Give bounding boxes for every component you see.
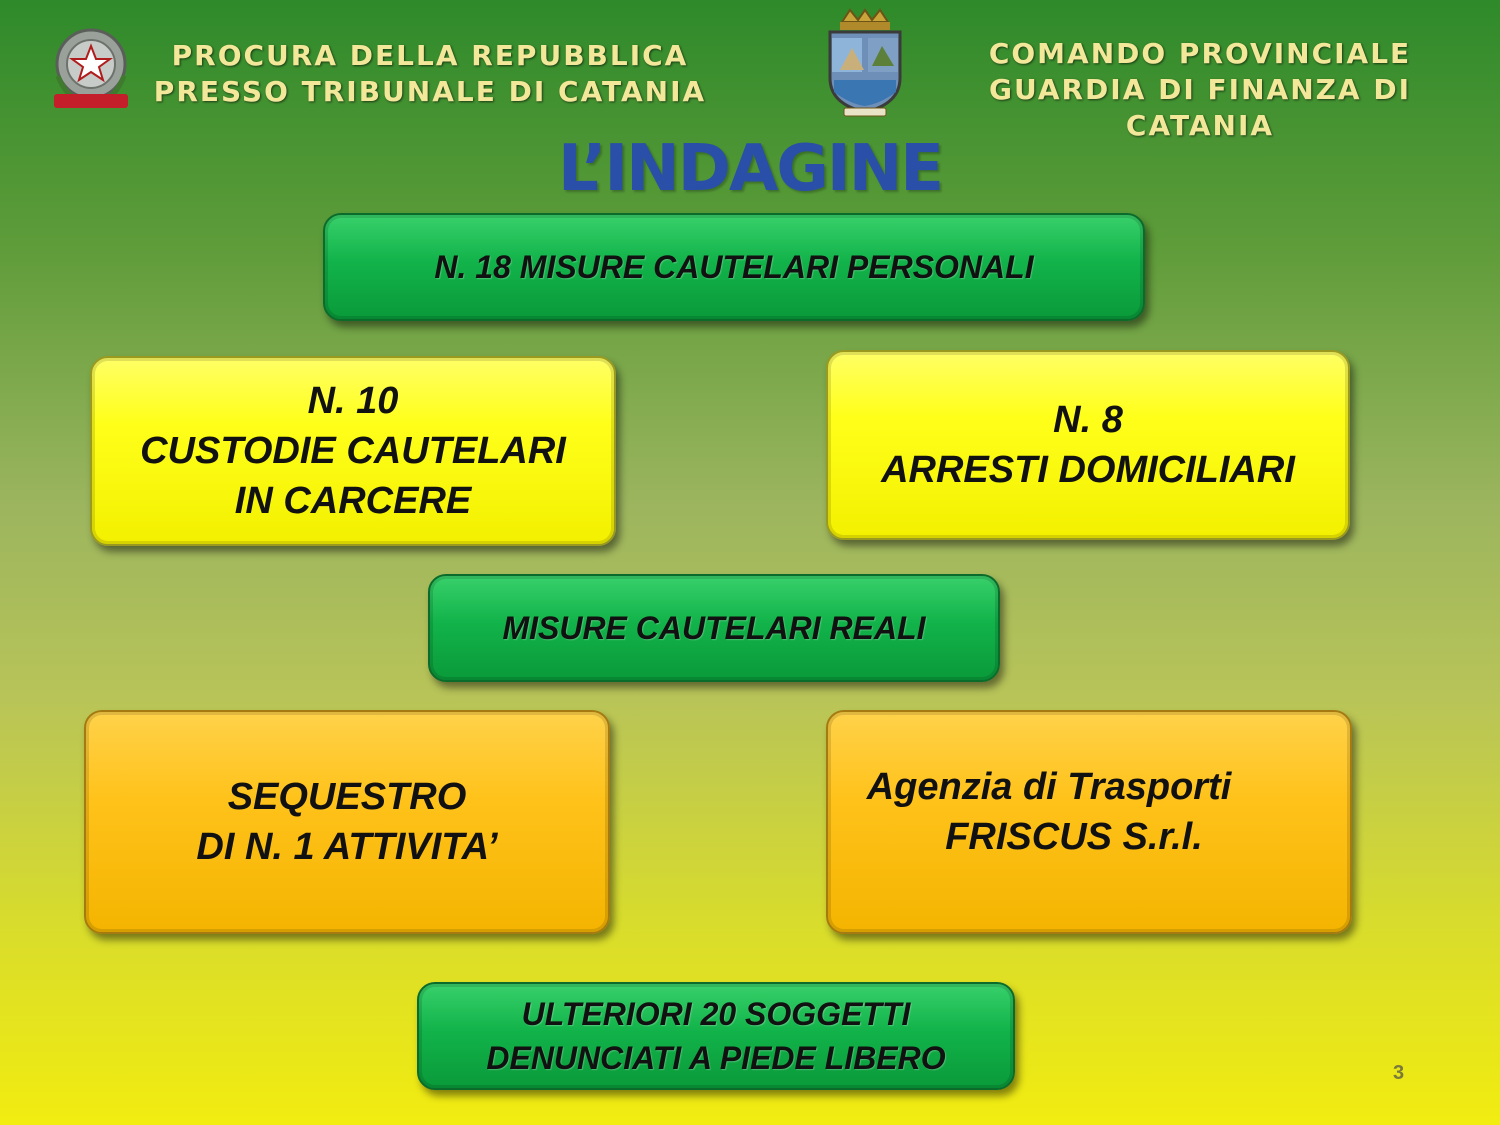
- custody-line3: IN CARCERE: [234, 480, 472, 522]
- page-title: L’INDAGINE: [557, 132, 943, 206]
- real-measures-label: MISURE CAUTELARI REALI: [502, 610, 926, 646]
- header-right-line1: COMANDO PROVINCIALE: [988, 37, 1412, 70]
- seizure-line1: SEQUESTRO: [227, 776, 467, 818]
- house-arrest-line1: N. 8: [1053, 399, 1123, 441]
- custody-box: [90, 356, 616, 546]
- page-number: 3: [1393, 1062, 1405, 1084]
- seizure-line2: DI N. 1 ATTIVITA’: [196, 826, 498, 868]
- header-right-line2: GUARDIA DI FINANZA DI CATANIA: [988, 73, 1412, 142]
- reported-line1: ULTERIORI 20 SOGGETTI: [521, 996, 911, 1032]
- repubblica-italiana-emblem-icon: [48, 24, 134, 114]
- personal-measures-box: [323, 213, 1145, 321]
- reported-box: [417, 982, 1015, 1090]
- custody-line2: CUSTODIE CAUTELARI: [140, 430, 566, 472]
- header-left-line1: PROCURA DELLA REPUBBLICA: [171, 39, 689, 72]
- seizure-box: [84, 710, 610, 934]
- header-left-title: [150, 38, 710, 110]
- real-measures-box: [428, 574, 1000, 682]
- custody-line1: N. 10: [307, 380, 399, 422]
- house-arrest-line2: ARRESTI DOMICILIARI: [881, 449, 1295, 491]
- guardia-di-finanza-crest-icon: [820, 8, 910, 120]
- header-left-line2: PRESSO TRIBUNALE DI CATANIA: [153, 75, 707, 108]
- house-arrest-box: [826, 350, 1350, 540]
- header-right-title: [915, 36, 1485, 144]
- reported-line2: DENUNCIATI A PIEDE LIBERO: [486, 1040, 946, 1076]
- company-line1: Agenzia di Trasporti: [866, 766, 1232, 808]
- company-box: [826, 710, 1352, 934]
- personal-measures-label: N. 18 MISURE CAUTELARI PERSONALI: [434, 249, 1034, 285]
- company-line2: FRISCUS S.r.l.: [945, 816, 1203, 858]
